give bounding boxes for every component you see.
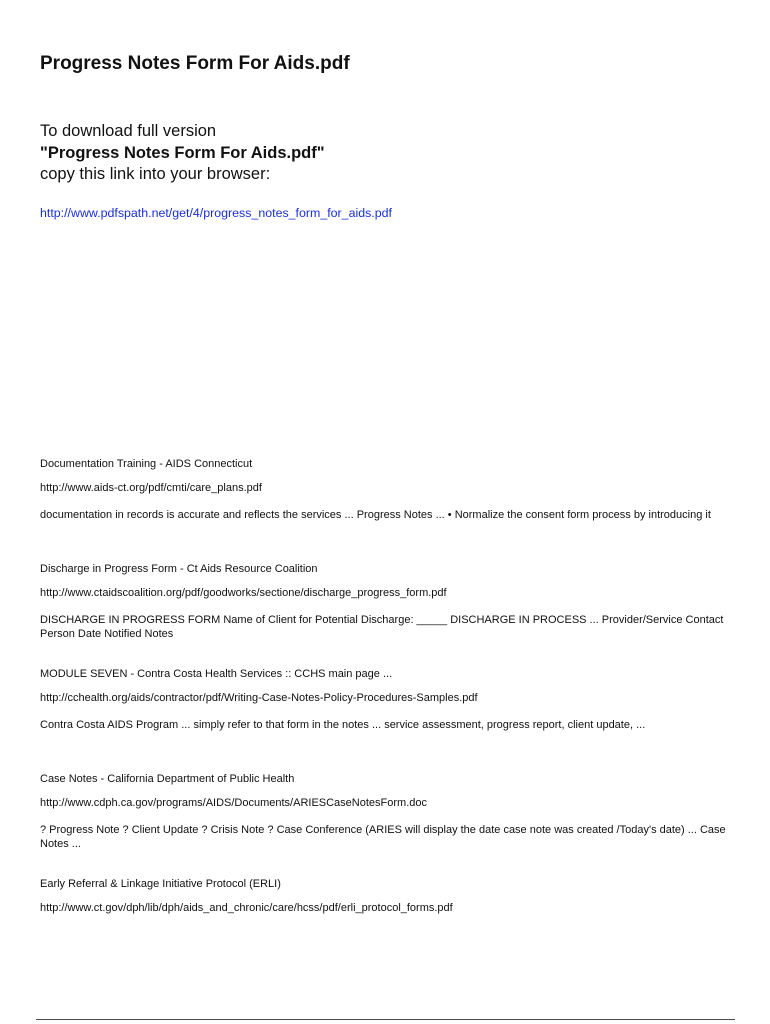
search-results [40,457,752,941]
result-title: Documentation Training - AIDS Connecticut [40,458,253,470]
download-link[interactable]: http://www.pdfspath.net/get/4/progress_notes_form_for_aids.pdf [40,206,392,220]
result-item [40,457,752,536]
result-item [40,877,752,915]
result-item [40,772,752,851]
result-snippet: DISCHARGE IN PROGRESS FORM Name of Client for Potential Discharge: _____ DISCHARGE IN PROCESS ... Provider/Service Contact Person Date Notified Notes [40,614,724,640]
footer-divider [36,1019,735,1020]
result-item [40,667,752,746]
download-intro [40,121,325,186]
result-url: http://www.aids-ct.org/pdf/cmti/care_plans.pdf [40,482,262,494]
intro-line-3: copy this link into your browser: [40,165,271,183]
result-url: http://www.cdph.ca.gov/programs/AIDS/Documents/ARIESCaseNotesForm.doc [40,797,427,809]
result-title: MODULE SEVEN - Contra Costa Health Services :: CCHS main page ... [40,668,393,680]
result-url: http://www.ct.gov/dph/lib/dph/aids_and_chronic/care/hcss/pdf/erli_protocol_forms.pdf [40,902,453,914]
result-item [40,562,752,641]
result-title: Discharge in Progress Form - Ct Aids Resource Coalition [40,563,318,575]
intro-line-1: To download full version [40,122,217,140]
result-url: http://cchealth.org/aids/contractor/pdf/Writing-Case-Notes-Policy-Procedures-Samples.pdf [40,692,478,704]
result-snippet: documentation in records is accurate and reflects the services ... Progress Notes ... • Normalize the consent form process by introducing it [40,509,711,521]
result-title: Case Notes - California Department of Public Health [40,773,295,785]
result-snippet: Contra Costa AIDS Program ... simply refer to that form in the notes ... service assessment, progress report, client update, ... [40,719,646,731]
page-title: Progress Notes Form For Aids.pdf [40,53,350,74]
result-title: Early Referral & Linkage Initiative Protocol (ERLI) [40,878,281,890]
result-url: http://www.ctaidscoalition.org/pdf/goodworks/sectione/discharge_progress_form.pdf [40,587,447,599]
result-snippet: ? Progress Note ? Client Update ? Crisis Note ? Case Conference (ARIES will display the date case note was created /Today's date) ... Case Notes ... [40,824,726,850]
intro-line-2: "Progress Notes Form For Aids.pdf" [40,143,325,162]
